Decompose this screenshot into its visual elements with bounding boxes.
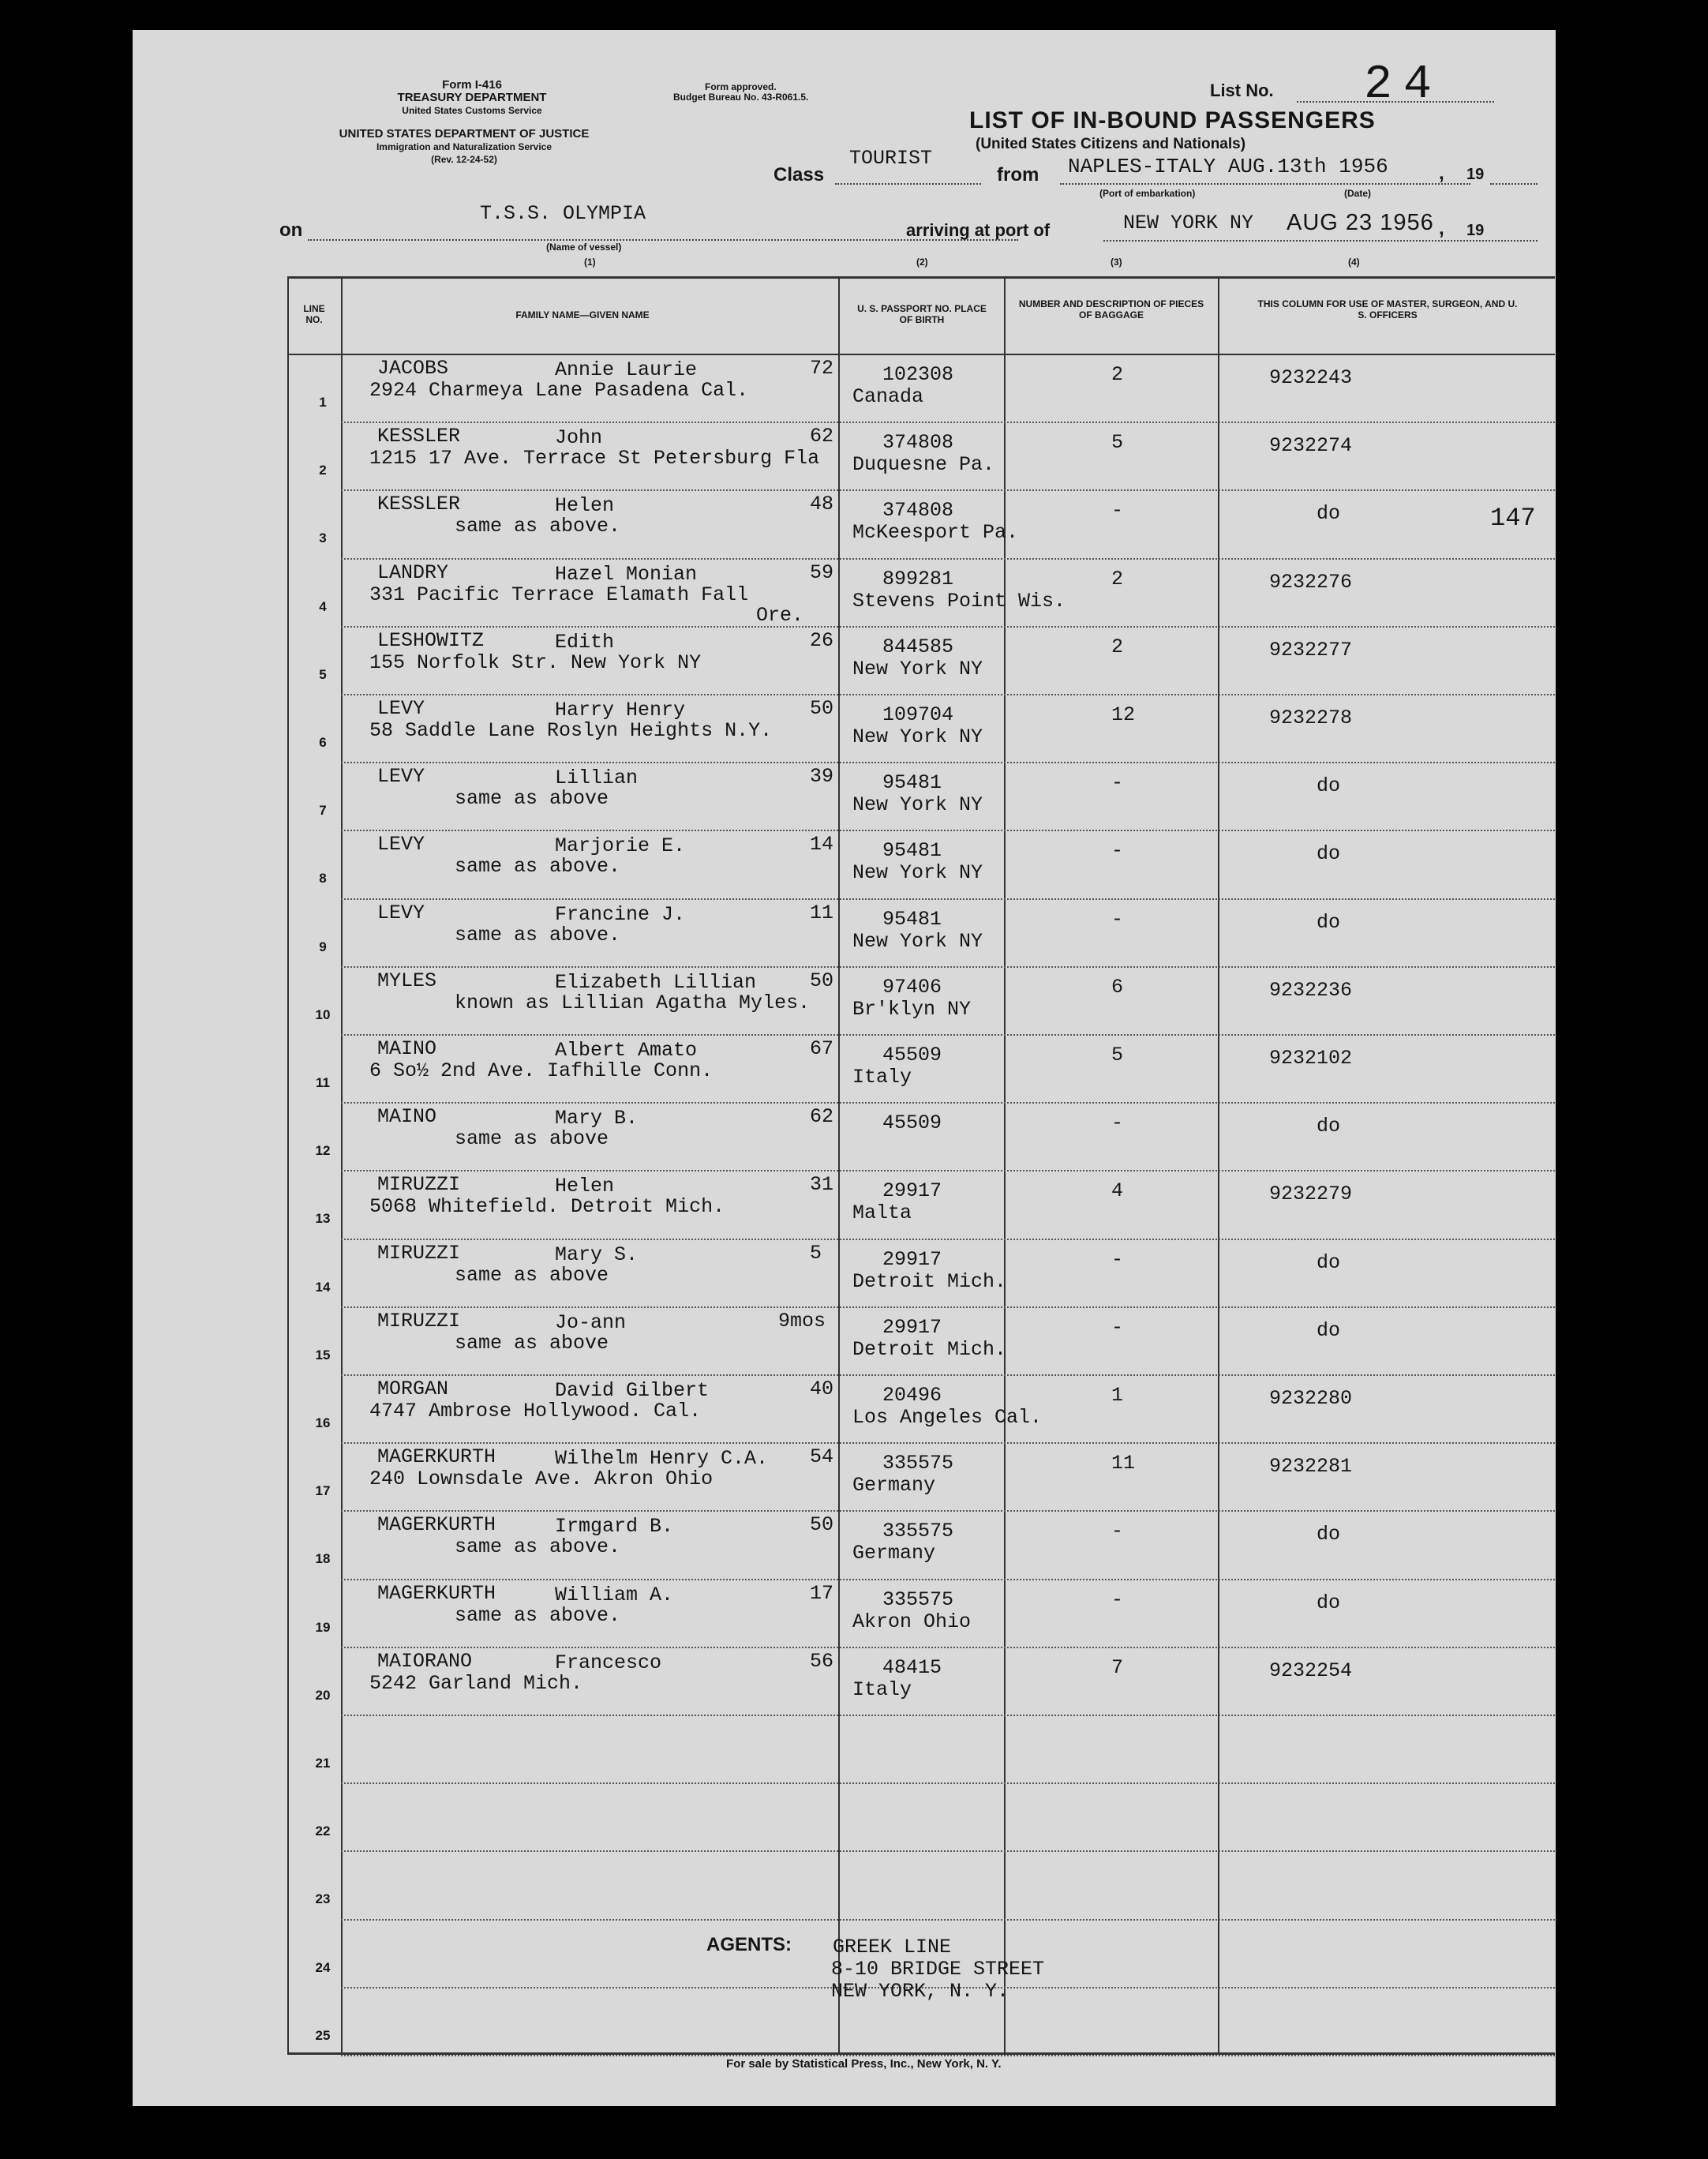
address: known as Lillian Agatha Myles.: [455, 991, 811, 1014]
from-year-19: 19: [1466, 166, 1485, 183]
address: 5068 Whitefield. Detroit Mich.: [369, 1195, 725, 1219]
given-name: Annie Laurie: [555, 358, 698, 381]
age: 54: [810, 1445, 834, 1469]
age: 26: [810, 628, 834, 652]
row-divider: [341, 1782, 1555, 1784]
line-number: 11: [316, 1075, 330, 1090]
passport-no: 844585: [882, 635, 954, 658]
place-of-birth: New York NY: [852, 725, 983, 748]
from-value: NAPLES-ITALY AUG.13th 1956: [1068, 155, 1388, 178]
officer-use: 9232277: [1269, 638, 1353, 662]
form-number: Form I-416: [442, 78, 502, 92]
given-name: Mary B.: [555, 1107, 639, 1130]
agents-label: AGENTS:: [706, 1934, 792, 1955]
passport-no: 335575: [882, 1587, 954, 1611]
row-divider: [341, 422, 1555, 423]
line-number: 8: [319, 871, 327, 886]
class-value: TOURIST: [849, 147, 933, 170]
vessel-name: T.S.S. OLYMPIA: [480, 202, 646, 225]
place-of-birth: Italy: [852, 1677, 912, 1701]
row-divider: [341, 2055, 1555, 2056]
officer-use: 9232274: [1269, 434, 1353, 458]
officer-use: do: [1317, 502, 1341, 526]
row-divider: [341, 1442, 1555, 1444]
form-id-block: [354, 79, 590, 117]
baggage-count: -: [1111, 1520, 1124, 1543]
date-caption: (Date): [1344, 188, 1372, 199]
from-underline: [1060, 183, 1470, 185]
row-divider: [341, 830, 1555, 831]
place-of-birth: Canada: [852, 385, 924, 408]
row-divider: [341, 1102, 1555, 1104]
age: 9mos: [778, 1309, 826, 1333]
agents-line-2: 8-10 BRIDGE STREET: [831, 1958, 1045, 1981]
baggage-count: 2: [1111, 567, 1124, 590]
age: 50: [810, 697, 834, 720]
passport-no: 335575: [882, 1452, 954, 1475]
officer-use: 9232236: [1269, 978, 1353, 1002]
address: 2924 Charmeya Lane Pasadena Cal.: [369, 379, 749, 402]
baggage-count: 7: [1111, 1655, 1124, 1679]
age: 14: [810, 833, 834, 856]
place-of-birth: Br'klyn NY: [852, 997, 972, 1021]
col-header-line-no: LINE NO.: [303, 303, 325, 325]
given-name: Edith: [555, 630, 615, 654]
address: 1215 17 Ave. Terrace St Petersburg Fla: [369, 447, 820, 470]
given-name: Albert Amato: [555, 1039, 698, 1062]
place-of-birth: Detroit Mich.: [852, 1269, 1007, 1293]
family-name: MAINO: [377, 1105, 437, 1129]
baggage-count: -: [1111, 1247, 1124, 1271]
line-number: 1: [319, 395, 327, 410]
line-number: 18: [315, 1551, 331, 1567]
officer-use: 9232280: [1269, 1387, 1353, 1410]
address: same as above: [455, 1331, 609, 1355]
family-name: MORGAN: [377, 1377, 449, 1400]
baggage-count: 2: [1111, 635, 1124, 658]
family-name: MAINO: [377, 1037, 437, 1060]
address: same as above.: [455, 1535, 621, 1559]
arrival-date: AUG 23 1956: [1287, 210, 1434, 235]
family-name: MAGERKURTH: [377, 1581, 496, 1605]
address: 331 Pacific Terrace Elamath Fall: [369, 583, 749, 606]
row-divider: [341, 1170, 1555, 1171]
treasury-dept: TREASURY DEPARTMENT: [397, 91, 547, 104]
officer-use: 9232281: [1269, 1455, 1353, 1479]
line-number: 9: [319, 939, 327, 954]
place-of-birth: New York NY: [852, 657, 983, 680]
address: same as above: [455, 1263, 609, 1287]
line-number: 2: [319, 463, 327, 478]
address-continued: Ore.: [756, 603, 804, 627]
given-name: Francesco: [555, 1651, 662, 1674]
place-of-birth: Malta: [852, 1201, 912, 1225]
passport-no: 29917: [882, 1247, 942, 1271]
list-no-value: 24: [1364, 58, 1444, 112]
line-number: 20: [315, 1687, 331, 1703]
place-of-birth: New York NY: [852, 793, 983, 817]
given-name: Jo-ann: [555, 1310, 627, 1334]
address: 155 Norfolk Str. New York NY: [369, 650, 702, 674]
col-header-officers: THIS COLUMN FOR USE OF MASTER, SURGEON, AND U. S. OFFICERS: [1257, 298, 1518, 320]
given-name: Wilhelm Henry C.A.: [555, 1447, 769, 1471]
port-caption: (Port of embarkation): [1099, 188, 1196, 199]
place-of-birth: Los Angeles Cal.: [852, 1406, 1043, 1429]
table-header-bottom: [287, 354, 1555, 355]
family-name: MAGERKURTH: [377, 1513, 496, 1537]
officer-use: do: [1317, 1318, 1341, 1342]
family-name: MIRUZZI: [377, 1173, 461, 1197]
row-divider: [341, 1579, 1555, 1580]
arrival-port: NEW YORK NY: [1123, 212, 1254, 234]
place-of-birth: Germany: [852, 1542, 936, 1565]
address: 58 Saddle Lane Roslyn Heights N.Y.: [369, 719, 773, 742]
passport-no: 20496: [882, 1384, 942, 1407]
baggage-count: -: [1111, 907, 1124, 931]
row-divider: [341, 1306, 1555, 1308]
age: 48: [810, 493, 834, 516]
line-number: 24: [315, 1959, 331, 1975]
line-number: 4: [319, 598, 327, 614]
row-divider: [341, 694, 1555, 695]
passport-no: 48415: [882, 1655, 942, 1679]
officer-use: 9232276: [1269, 570, 1353, 594]
from-year-underline: [1490, 183, 1538, 185]
family-name: MIRUZZI: [377, 1309, 461, 1333]
officer-use: 9232102: [1269, 1047, 1353, 1070]
baggage-count: 4: [1111, 1179, 1124, 1203]
passport-no: 97406: [882, 975, 942, 999]
address: same as above: [455, 1127, 609, 1151]
col-border: [1218, 276, 1219, 2054]
line-number: 25: [315, 2027, 331, 2043]
given-name: Helen: [555, 1175, 615, 1198]
agents-line-1: GREEK LINE: [833, 1936, 952, 1958]
caption-1: (1): [584, 257, 596, 268]
place-of-birth: New York NY: [852, 861, 983, 885]
baggage-count: 1: [1111, 1384, 1124, 1407]
baggage-count: 12: [1111, 703, 1136, 726]
family-name: MAIORANO: [377, 1649, 473, 1673]
line-number: 7: [319, 803, 327, 819]
list-no-underline: [1297, 101, 1494, 103]
officer-use: do: [1317, 1591, 1341, 1614]
age: 59: [810, 560, 834, 584]
age: 31: [810, 1173, 834, 1197]
col-border: [838, 276, 840, 2054]
immigration-service: Immigration and Naturalization Service: [376, 141, 552, 152]
baggage-count: -: [1111, 771, 1124, 795]
place-of-birth: Italy: [852, 1066, 912, 1089]
row-divider: [341, 898, 1555, 900]
class-label: Class: [773, 164, 825, 186]
col-header-passport: U. S. PASSPORT NO. PLACE OF BIRTH: [857, 303, 987, 325]
family-name: LANDRY: [377, 560, 449, 584]
baggage-count: -: [1111, 1111, 1124, 1135]
age: 11: [810, 901, 834, 924]
officer-use: 9232278: [1269, 707, 1353, 729]
family-name: KESSLER: [377, 425, 461, 448]
address: same as above.: [455, 855, 621, 879]
from-label: from: [997, 164, 1039, 186]
given-name: Lillian: [555, 767, 639, 790]
row-divider: [341, 489, 1555, 491]
address: 240 Lownsdale Ave. Akron Ohio: [369, 1467, 714, 1491]
baggage-count: -: [1111, 839, 1124, 863]
list-no-label: List No.: [1210, 81, 1274, 100]
address: 6 So½ 2nd Ave. Iafhille Conn.: [369, 1059, 714, 1082]
budget-bureau: Budget Bureau No. 43-R061.5.: [673, 92, 809, 103]
col-border: [287, 276, 289, 2054]
age: 72: [810, 357, 834, 380]
line-number: 10: [315, 1006, 331, 1022]
passport-no: 109704: [882, 703, 954, 726]
row-divider: [341, 1510, 1555, 1512]
agents-line-3: NEW YORK, N. Y.: [831, 1980, 1009, 2003]
officer-use: do: [1317, 774, 1341, 798]
passport-no: 95481: [882, 771, 942, 795]
given-name: Harry Henry: [555, 699, 686, 722]
form-subtitle: (United States Citizens and Nationals): [976, 136, 1246, 152]
passport-no: 374808: [882, 499, 954, 523]
officer-use: do: [1317, 910, 1341, 934]
table-top-border: [287, 276, 1555, 279]
line-number: 14: [315, 1279, 331, 1295]
line-number: 19: [315, 1619, 331, 1635]
passport-no: 95481: [882, 907, 942, 931]
arrival-year-19: 19: [1466, 222, 1485, 239]
row-divider: [341, 966, 1555, 968]
line-number: 15: [315, 1347, 331, 1362]
line-number: 23: [315, 1891, 331, 1907]
form-approved: Form approved.: [705, 81, 777, 92]
line-number: 16: [315, 1415, 331, 1430]
place-of-birth: McKeesport Pa.: [852, 521, 1019, 545]
class-underline: [835, 183, 981, 185]
passport-no: 335575: [882, 1520, 954, 1543]
line-number: 12: [315, 1143, 331, 1159]
age: 40: [810, 1377, 834, 1400]
age: 17: [810, 1581, 834, 1605]
line-number: 6: [319, 735, 327, 750]
age: 50: [810, 1513, 834, 1537]
address: same as above.: [455, 1603, 621, 1627]
address: same as above: [455, 787, 609, 811]
family-name: LEVY: [377, 901, 425, 924]
on-label: on: [279, 219, 303, 241]
given-name: Irmgard B.: [555, 1515, 674, 1539]
arrival-comma: ,: [1439, 218, 1444, 239]
footer-imprint: For sale by Statistical Press, Inc., New York, N. Y.: [726, 2057, 1002, 2071]
baggage-count: 5: [1111, 431, 1124, 455]
family-name: LESHOWITZ: [377, 628, 485, 652]
col-header-baggage: NUMBER AND DESCRIPTION OF PIECES OF BAGGAGE: [1018, 298, 1204, 320]
col-header-name: FAMILY NAME—GIVEN NAME: [515, 309, 650, 320]
form-title: LIST OF IN-BOUND PASSENGERS: [969, 107, 1376, 133]
manifest-page: [133, 30, 1556, 2106]
age: 62: [810, 425, 834, 448]
baggage-count: -: [1111, 1315, 1124, 1339]
row-divider: [341, 558, 1555, 560]
family-name: KESSLER: [377, 493, 461, 516]
row-divider: [341, 1850, 1555, 1852]
from-comma: ,: [1439, 163, 1444, 184]
place-of-birth: Stevens Point Wis.: [852, 589, 1066, 613]
age: 62: [810, 1105, 834, 1129]
given-name: David Gilbert: [555, 1379, 710, 1402]
baggage-count: -: [1111, 499, 1124, 523]
row-divider: [341, 1034, 1555, 1036]
baggage-count: -: [1111, 1587, 1124, 1611]
age: 56: [810, 1649, 834, 1673]
family-name: LEVY: [377, 697, 425, 720]
arrival-underline: [1103, 240, 1538, 242]
passport-no: 29917: [882, 1179, 942, 1203]
officer-use: 9232254: [1269, 1659, 1353, 1682]
row-divider: [341, 762, 1555, 763]
officer-use: 9232243: [1269, 366, 1353, 389]
place-of-birth: Duquesne Pa.: [852, 453, 995, 477]
row-divider: [341, 1715, 1555, 1716]
place-of-birth: Germany: [852, 1474, 936, 1497]
place-of-birth: Detroit Mich.: [852, 1337, 1007, 1361]
place-of-birth: New York NY: [852, 929, 983, 953]
address: same as above.: [455, 515, 621, 538]
family-name: MIRUZZI: [377, 1241, 461, 1265]
family-name: JACOBS: [377, 357, 449, 380]
given-name: Hazel Monian: [555, 562, 698, 586]
row-divider: [341, 626, 1555, 628]
officer-use: 9232279: [1269, 1183, 1353, 1206]
address: 5242 Garland Mich.: [369, 1671, 583, 1695]
family-name: MAGERKURTH: [377, 1445, 496, 1469]
customs-service: United States Customs Service: [402, 105, 542, 116]
line-number: 22: [315, 1824, 331, 1839]
row-divider: [341, 1374, 1555, 1376]
caption-4: (4): [1348, 257, 1360, 268]
row-divider: [341, 1919, 1555, 1921]
baggage-count: 11: [1111, 1452, 1136, 1475]
given-name: Marjorie E.: [555, 834, 686, 858]
given-name: William A.: [555, 1583, 674, 1606]
justice-block: [287, 128, 642, 166]
justice-dept: UNITED STATES DEPARTMENT OF JUSTICE: [339, 127, 590, 141]
age: 67: [810, 1037, 834, 1060]
line-number: 21: [315, 1756, 331, 1771]
line-number: 3: [319, 530, 327, 546]
baggage-count: 6: [1111, 975, 1124, 999]
given-name: Elizabeth Lillian: [555, 970, 757, 994]
baggage-count: 2: [1111, 363, 1124, 386]
margin-note: 147: [1490, 504, 1536, 533]
row-divider: [341, 1239, 1555, 1240]
baggage-count: 5: [1111, 1044, 1124, 1066]
family-name: MYLES: [377, 969, 437, 992]
passport-no: 29917: [882, 1315, 942, 1339]
passport-no: 95481: [882, 839, 942, 863]
passport-no: 45509: [882, 1044, 942, 1066]
age: 50: [810, 969, 834, 992]
officer-use: do: [1317, 1250, 1341, 1274]
given-name: Mary S.: [555, 1243, 639, 1266]
caption-3: (3): [1111, 257, 1122, 268]
officer-use: do: [1317, 1523, 1341, 1546]
family-name: LEVY: [377, 833, 425, 856]
line-number: 5: [319, 666, 327, 682]
age: 39: [810, 765, 834, 789]
line-number: 17: [315, 1483, 331, 1499]
passport-no: 899281: [882, 567, 954, 590]
address: same as above.: [455, 923, 621, 946]
place-of-birth: Akron Ohio: [852, 1610, 972, 1633]
vessel-caption: (Name of vessel): [546, 242, 622, 253]
given-name: Francine J.: [555, 902, 686, 926]
officer-use: do: [1317, 1115, 1341, 1138]
arriving-label: arriving at port of: [906, 220, 1051, 240]
caption-2: (2): [916, 257, 928, 268]
age: 5: [810, 1241, 822, 1265]
line-number: 13: [315, 1211, 331, 1227]
row-divider: [341, 1647, 1555, 1648]
family-name: LEVY: [377, 765, 425, 789]
revision: (Rev. 12-24-52): [431, 154, 497, 165]
approval-block: [673, 82, 808, 103]
given-name: Helen: [555, 494, 615, 518]
given-name: John: [555, 426, 603, 450]
officer-use: do: [1317, 842, 1341, 866]
passport-no: 374808: [882, 431, 954, 455]
passport-no: 102308: [882, 363, 954, 386]
passport-no: 45509: [882, 1111, 942, 1135]
address: 4747 Ambrose Hollywood. Cal.: [369, 1400, 702, 1422]
